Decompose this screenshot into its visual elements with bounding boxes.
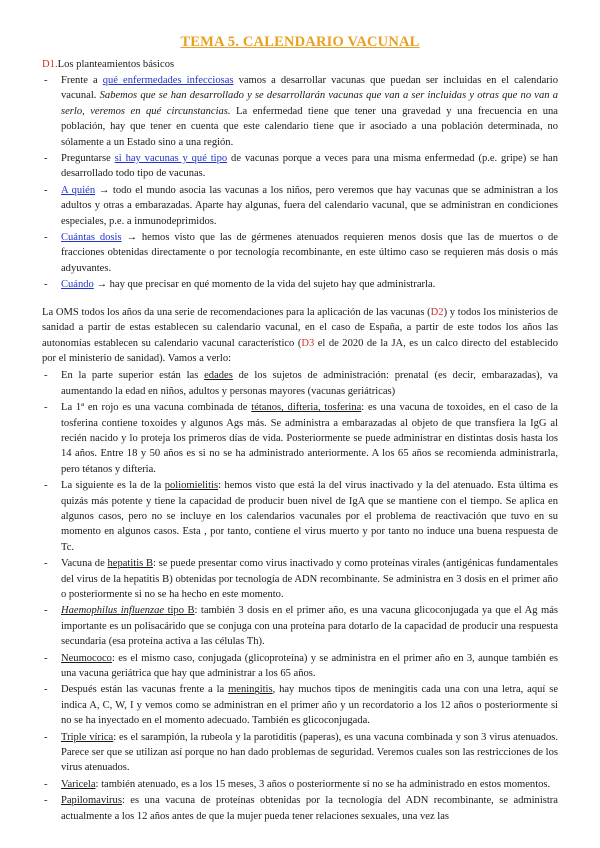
list-item: - Frente a qué enfermedades infecciosas vamos a desarrollar vacunas que puedan ser incluidas en el calendario vacunal. Sabemos que se han desarrollado y se desarrollarán vacunas que van a ser incluidas y otras que no van a serlo, veremos en qué circunstancias. La enfermedad tiene que tener una gravedad y una frecuencia en una población, hay que tener en cuenta que este calendario tiene que ir asociado a una población determinada, no sólamente a un Estado sino a una región.	[42, 73, 558, 150]
section-marker: D1.	[42, 59, 58, 70]
list-item: - Triple vírica: es el sarampión, la rubeola y la parotiditis (paperas), es una vacuna combinada y son 3 virus atenuados. Parece ser que se utilizan así porque no han dado problemas de seguridad. Veremos cuales son las restricciones de los virus atenuados.	[42, 730, 558, 776]
page-title: TEMA 5. CALENDARIO VACUNAL	[180, 34, 420, 50]
list-item: - La 1ª en rojo es una vacuna combinada de tétanos, difteria, tosferina: es una vacuna de toxoides, en el caso de la tosferina contiene toxoides y algunos Ags más. Se administra a embarazadas al objeto de que transfiera la IgG al recién nacido y lo proteja los primeros días de vida. Posteriormente se puede administrar en distintas dosis hasta los 14 años. Entre 18 y 50 años es si no se ha administrado anteriormente. A los 65 años se recomienda administrarla, pero tétanos y difteria.	[42, 400, 558, 477]
inline-link[interactable]: Cuándo	[61, 279, 94, 291]
inline-link[interactable]: Cuántas dosis	[61, 232, 122, 244]
list-item: - Vacuna de hepatitis B: se puede presentar como virus inactivado y como proteínas virales (antigénicas fundamentales del virus de la hepatitis B) obtenidas por tecnología de ADN recombinante. Se administra en 3 dosis en el primer año o posteriormente si no se ha hecho en este momento.	[42, 556, 558, 602]
list-item: - Haemophilus influenzae tipo B: también 3 dosis en el primer año, es una vacuna glicoconjugada ya que el Ag más importante es un polisacárido que se conjuga con una proteína para dotarlo de la capacidad de producir una respuesta secundaria (esa proteína activa a las células Th).	[42, 603, 558, 649]
inline-link[interactable]: A quién	[61, 184, 96, 196]
list-item: - Después están las vacunas frente a la meningitis, hay muchos tipos de meningitis cada una con una letra, aquí se indica A, C, W, I y vemos como se administran en el primer año y un recordatorio a los 12 años o posteriormente si no se ha inyectado en el momento adecuado. También es glicoconjugada.	[42, 682, 558, 728]
list-item: - Neumococo: es el mismo caso, conjugada (glicoproteína) y se administra en el primer año en 3, aunque también es una vacuna geriátrica que hay que administrar a los 65 años.	[42, 651, 558, 682]
list-item: - A quién → todo el mundo asocia las vacunas a los niños, pero veremos que hay vacunas que se administran a los adultos y otras a embarazadas. Aparte hay algunas, fuera del calendario vacunal, que se administran en condiciones especiales, p.e. a inmunodeprimidos.	[42, 183, 558, 229]
list-item: - Preguntarse si hay vacunas y qué tipo de vacunas porque a veces para una misma enfermedad (p.e. gripe) se han desarrollado todo tipo de vacunas.	[42, 151, 558, 182]
ref-marker: D3	[301, 337, 315, 349]
basics-list	[42, 73, 558, 293]
inline-link[interactable]: si hay vacunas y qué tipo	[114, 153, 228, 165]
list-item: - Papilomavirus: es una vacuna de proteínas obtenidas por la tecnología del ADN recombinante, se administra actualmente a los 12 años antes de que la mujer pueda tener relaciones sexuales, una vez las	[42, 793, 558, 824]
ref-marker: D2	[430, 306, 444, 318]
section-heading-text: Los planteamientos básicos	[57, 59, 175, 70]
vaccine-list	[42, 368, 558, 824]
list-item: - En la parte superior están las edades de los sujetos de administración: prenatal (es decir, embarazadas), va aumentando la edad en niños, adultos y personas mayores (vacunas geriátricas)	[42, 368, 558, 399]
inline-link[interactable]: qué enfermedades infecciosas	[102, 75, 234, 86]
list-item: - La siguiente es la de la poliomielitis: hemos visto que está la del virus inactivado y la del atenuado. Esta última es quizás más potente y tiene la capacidad de producir buen nivel de IgA que se mantiene con el tiempo. Se aplica en algunos casos, pero no se incluye en los calendarios vacunales por el problema de reactivación que tuvo en su momento en algunos casos. Esta , por tanto, contiene el virus muerto y por tanto no induce una buena respuesta de Tc.	[42, 478, 558, 555]
list-item: - Cuándo → hay que precisar en qué momento de la vida del sujeto hay que administrarla.	[42, 277, 558, 292]
section-heading	[42, 57, 558, 72]
intro-paragraph: La OMS todos los años da una serie de recomendaciones para la aplicación de las vacunas (D2) y todos los ministerios de sanidad a partir de estas establecen su calendario vacunal, en el caso de España, a partir de este todos los años las autonomías establecen su calendario vacunal característico (D3 el de 2020 de la JA, es un calco directo del establecido por el ministerio de sanidad). Vamos a verlo:	[42, 306, 558, 364]
list-item: - Cuántas dosis → hemos visto que las de gérmenes atenuados requieren menos dosis que las de muertos o de fracciones obtenidas directamente o por tecnología recombinante, en este último caso se requieren más dosis o más adyuvantes.	[42, 230, 558, 276]
list-item: - Varicela: también atenuado, es a los 15 meses, 3 años o posteriormente si no se ha administrado en estos momentos.	[42, 777, 558, 792]
spacer	[42, 294, 558, 305]
